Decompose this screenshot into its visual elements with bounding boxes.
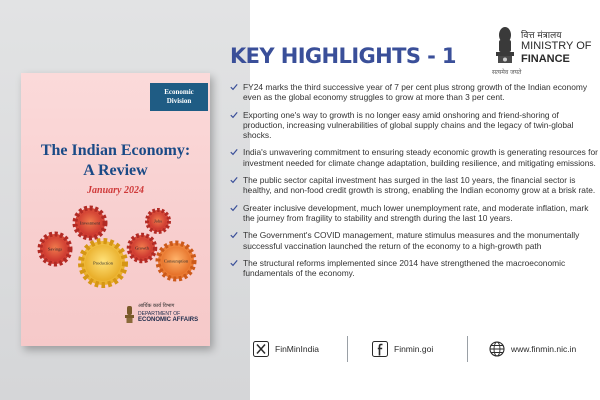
highlight-item [230,147,598,168]
gear-production [81,241,125,285]
highlight-item [230,110,598,141]
ministry-hindi-name: वित्त मंत्रालय [521,31,562,41]
dea-logo [124,299,204,337]
cover-date: January 2024 [87,185,144,196]
report-cover [21,73,210,346]
check-icon [230,176,238,184]
social-twitter[interactable] [253,336,319,362]
check-icon [230,259,238,267]
highlight-text: Greater inclusive development, much lower unemployment rate, and moderate inflation, mark the journey from fragility to stability and strength during the last 10 years. [243,202,589,223]
ashoka-emblem-icon [124,305,135,325]
cover-panel [0,0,250,400]
dea-name-line2: ECONOMIC AFFAIRS [138,317,199,323]
globe-icon [489,341,505,357]
highlight-text: The Government's COVID management, mature stimulus measures and the monumentally successful vaccination launched the return of the economy to a high-growth path [243,230,580,251]
gear-label-production: Production [93,260,113,266]
check-icon [230,83,238,91]
highlight-item [230,82,598,103]
facebook-icon [372,341,388,357]
gear-growth [129,235,155,261]
check-icon [230,111,238,119]
ministry-name-line2: FINANCE [521,53,570,65]
ministry-name-line1: MINISTRY OF [521,40,592,52]
gear-consumption [158,243,194,279]
dea-hindi-name: आर्थिक कार्य विभाग [138,303,175,309]
highlight-text: Exporting one's way to growth is no longer easy amid onshoring and friend-shoring of production, increasing vulnerabilities of global supply chains and the legacy of twin-global shocks. [243,109,574,141]
highlight-text: The structural reforms implemented since 2014 have strengthened the macroeconomic fundamentals of the economy. [243,257,566,279]
gear-label-consumption: Consumption [163,258,189,264]
cover-title-line1: The Indian Economy: [40,142,191,159]
gear-label-jobs: Jobs [153,218,163,224]
highlights-list [230,82,598,285]
gear-jobs [147,210,169,232]
social-divider [347,336,348,362]
gear-savings [40,234,70,264]
social-twitter-handle: FinMinIndia [275,344,319,354]
social-website-url: www.finmin.nic.in [511,344,577,354]
gear-label-investment: Investment [80,220,100,226]
highlight-item [230,258,598,279]
division-badge [150,83,208,111]
highlight-text: The public sector capital investment has surged in the last 10 years, the financial sector is healthy, and non-food credit growth is strong, enabling the Indian economy grow at a brisk rate. [243,175,596,196]
division-badge-line1: Economic [164,88,194,96]
highlight-text: India's unwavering commitment to ensuring steady economic growth is generating resources for investment needed for climate change adaptation, building resilience, and mitigating emissions. [243,147,598,168]
page-title: KEY HIGHLIGHTS - 1 [230,44,456,68]
gear-investment [75,208,105,238]
check-icon [230,204,238,212]
division-badge-line2: Division [166,97,192,105]
x-twitter-icon [253,341,269,357]
ashoka-emblem-icon [494,26,516,66]
gear-label-savings: Savings [47,246,63,252]
ministry-logo [494,22,594,82]
social-website[interactable] [489,336,576,362]
highlight-item [230,203,598,224]
ministry-motto: सत्यमेव जयते [492,69,522,76]
dea-name-line1: DEPARTMENT OF [138,311,181,317]
social-facebook-handle: Finmin.goi [394,344,434,354]
highlight-item [230,230,598,251]
cover-title [21,141,210,181]
gears-illustration [33,205,203,297]
social-facebook[interactable] [372,336,433,362]
cover-title-line2: A Review [83,162,148,179]
highlight-text: FY24 marks the third successive year of 7 per cent plus strong growth of the Indian economy even as the global economy struggles to grow at more than 3 per cent. [243,82,588,103]
check-icon [230,148,238,156]
gear-label-growth: Growth [135,245,149,251]
check-icon [230,231,238,239]
social-divider [467,336,468,362]
highlight-item [230,175,598,196]
